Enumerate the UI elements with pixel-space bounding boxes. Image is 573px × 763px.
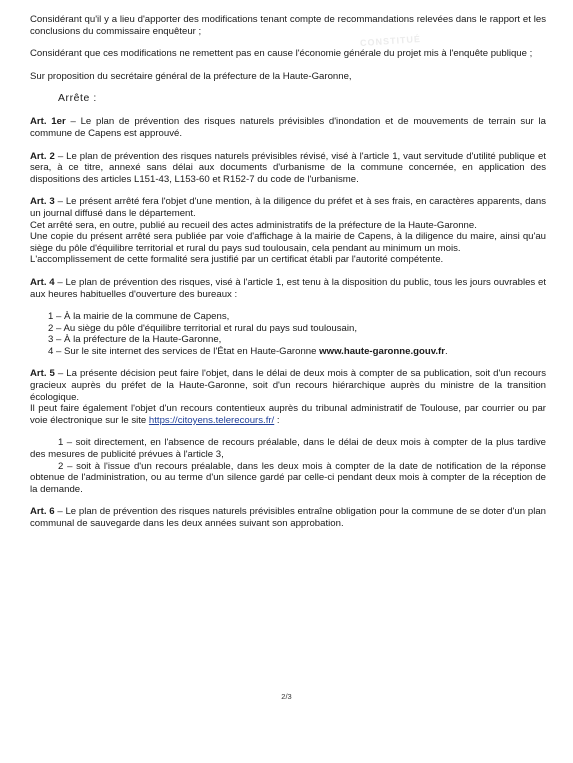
article-3-certificate: L'accomplissement de cette formalité sera justifié par un certificat établi par l'autorité compétente.	[30, 254, 444, 266]
page-number: 2/3	[281, 692, 292, 701]
arrete-heading: Arrête :	[58, 93, 97, 105]
article-1-label: Art. 1er	[30, 116, 66, 128]
list-item: 1 – À la mairie de la commune de Capens,	[48, 311, 230, 323]
article-5-option-2: 2 – soit à l'issue d'un recours préalable, dans les deux mois à compter de la date de notification de la réponse obtenue de l'administration, ou au terme d'un silence gardé par celle-ci pendant deux mois à compter de la réception de la demande.	[30, 460, 546, 495]
article-5-text: – La présente décision peut faire l'objet, dans le délai de deux mois à compter de sa publication, soit d'un recours gracieux auprès du préfet de la Haute-Garonne, soit d'un recours hiérarchique auprès du ministre de la transition écologique.	[30, 368, 546, 403]
article-3-label: Art. 3	[30, 196, 55, 208]
article-5-label: Art. 5	[30, 368, 55, 380]
article-3-display: Une copie du présent arrêté sera publiée par voie d'affichage à la mairie de Capens, à la diligence du maire, ainsi qu'au siège du pôle d'équilibre territorial et rural du pays sud toulousain, cela pendant au minimum un mois.	[30, 231, 546, 254]
article-4	[30, 277, 546, 300]
article-6-text: – Le plan de prévention des risques naturels prévisibles entraîne obligation pour la commune de se doter d'un plan communal de sauvegarde dans les deux années suivant son approbation.	[30, 506, 546, 529]
article-2-label: Art. 2	[30, 150, 55, 162]
considerant-recommendations: Considérant qu'il y a lieu d'apporter des modifications tenant compte de recommandations relevées dans le rapport et les conclusions du commissaire enquêteur ;	[30, 14, 546, 37]
article-5-contentious-text: Il peut faire également l'objet d'un recours contentieux auprès du tribunal administratif de Toulouse, par courrier ou par voie électronique sur le site	[30, 403, 546, 426]
article-5-contentious	[30, 403, 546, 426]
list-item: 2 – Au siège du pôle d'équilibre territorial et rural du pays sud toulousain,	[48, 322, 358, 334]
article-1-text: – Le plan de prévention des risques naturels prévisibles d'inondation et de mouvements de terrain sur la commune de Capens est approuvé.	[30, 116, 546, 139]
list-item-4-text: 4 – Sur le site internet des services de l'État en Haute-Garonne	[48, 345, 320, 357]
considerant-economy: Considérant que ces modifications ne remettent pas en cause l'économie générale du projet mis à l'enquête publique ;	[30, 48, 533, 60]
article-3-text: – Le présent arrêté fera l'objet d'une mention, à la diligence du préfet et à ses frais, en caractères apparents, dans un journal diffusé dans le département.	[30, 196, 546, 219]
prefecture-website-link[interactable]: www.haute-garonne.gouv.fr	[319, 345, 445, 357]
list-item: 3 – À la préfecture de la Haute-Garonne,	[48, 334, 222, 346]
article-3-publication: Cet arrêté sera, en outre, publié au recueil des actes administratifs de la préfecture de la Haute-Garonne.	[30, 219, 477, 231]
article-6-label: Art. 6	[30, 506, 55, 518]
list-item-4-suffix: .	[444, 345, 448, 357]
article-4-text: – Le plan de prévention des risques, visé à l'article 1, est tenu à la disposition du public, tous les jours ouvrables et aux heures habituelles d'ouverture des bureaux :	[30, 276, 546, 300]
faint-stamp: CONSTITUÉ	[359, 33, 422, 49]
article-1	[30, 116, 546, 139]
article-2-text: – Le plan de prévention des risques naturels prévisibles révisé, visé à l'article 1, vaut servitude d'utilité publique et sera, à ce titre, annexé sans délai aux documents d'urbanisme de la commune concernée, en application des dispositions des articles L151-43, L153-60 et R152-7 du code de l'urbanisme.	[30, 150, 546, 185]
article-6	[30, 506, 546, 529]
list-item	[48, 346, 546, 358]
article-4-label: Art. 4	[30, 276, 55, 288]
article-5-contentious-suffix: :	[274, 414, 280, 426]
proposition-line: Sur proposition du secrétaire général de la préfecture de la Haute-Garonne,	[30, 70, 352, 82]
article-2	[30, 151, 546, 186]
article-5-option-1: 1 – soit directement, en l'absence de recours préalable, dans le délai de deux mois à compter de la plus tardive des mesures de publicité prévues à l'article 3,	[30, 437, 546, 461]
telerecours-link[interactable]: https://citoyens.telerecours.fr/	[148, 414, 275, 426]
article-5	[30, 368, 546, 403]
article-3	[30, 196, 546, 219]
article-4-list	[48, 311, 546, 357]
